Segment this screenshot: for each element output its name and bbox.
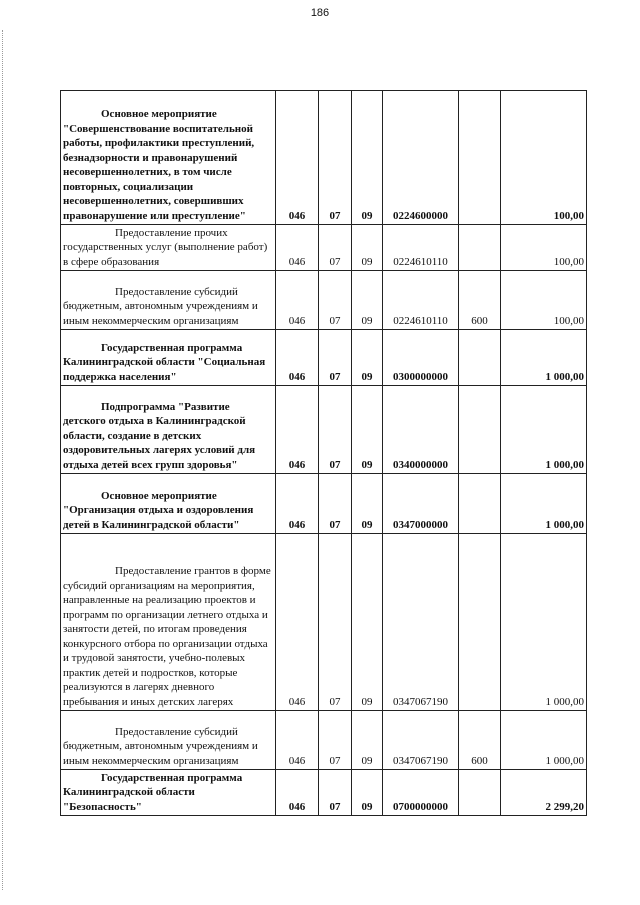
expense-type <box>459 770 501 816</box>
row-name: Государственная программа Калининградской области "Безопасность" <box>61 770 276 816</box>
ministry-code: 046 <box>276 330 319 386</box>
row-name: Государственная программа Калининградской области "Социальная поддержка населения" <box>61 330 276 386</box>
expense-type <box>459 91 501 225</box>
table-row <box>61 711 587 770</box>
subsection-code: 09 <box>352 474 383 534</box>
section-code: 07 <box>319 770 352 816</box>
table-row <box>61 91 587 225</box>
table-row <box>61 770 587 816</box>
subsection-code: 09 <box>352 330 383 386</box>
amount: 2 299,20 <box>501 770 587 816</box>
section-code: 07 <box>319 386 352 474</box>
section-code: 07 <box>319 271 352 330</box>
target-article: 0700000000 <box>383 770 459 816</box>
amount: 100,00 <box>501 271 587 330</box>
scan-margin-dots <box>2 30 5 890</box>
target-article: 0224610110 <box>383 225 459 271</box>
ministry-code: 046 <box>276 770 319 816</box>
target-article: 0224600000 <box>383 91 459 225</box>
table-row <box>61 271 587 330</box>
subsection-code: 09 <box>352 386 383 474</box>
ministry-code: 046 <box>276 91 319 225</box>
section-code: 07 <box>319 330 352 386</box>
target-article: 0347067190 <box>383 534 459 711</box>
ministry-code: 046 <box>276 386 319 474</box>
table-row <box>61 225 587 271</box>
amount: 1 000,00 <box>501 386 587 474</box>
row-name: Предоставление субсидий бюджетным, автономным учреждениям и иным некоммерческим организациям <box>61 271 276 330</box>
amount: 100,00 <box>501 225 587 271</box>
expense-type: 600 <box>459 711 501 770</box>
target-article: 0300000000 <box>383 330 459 386</box>
budget-table <box>60 90 587 816</box>
section-code: 07 <box>319 91 352 225</box>
table-row <box>61 386 587 474</box>
ministry-code: 046 <box>276 534 319 711</box>
section-code: 07 <box>319 711 352 770</box>
ministry-code: 046 <box>276 271 319 330</box>
row-name: Основное мероприятие "Совершенствование воспитательной работы, профилактики преступлений, безнадзорности и правонарушений несовершеннолетних, в том числе повторных, социализации несовершеннолетних, совершивших правонарушение или преступление" <box>61 91 276 225</box>
expense-type: 600 <box>459 271 501 330</box>
expense-type <box>459 474 501 534</box>
subsection-code: 09 <box>352 711 383 770</box>
target-article: 0224610110 <box>383 271 459 330</box>
section-code: 07 <box>319 474 352 534</box>
subsection-code: 09 <box>352 271 383 330</box>
section-code: 07 <box>319 225 352 271</box>
subsection-code: 09 <box>352 770 383 816</box>
target-article: 0347000000 <box>383 474 459 534</box>
ministry-code: 046 <box>276 225 319 271</box>
expense-type <box>459 534 501 711</box>
target-article: 0347067190 <box>383 711 459 770</box>
table-row <box>61 330 587 386</box>
subsection-code: 09 <box>352 91 383 225</box>
ministry-code: 046 <box>276 474 319 534</box>
subsection-code: 09 <box>352 534 383 711</box>
section-code: 07 <box>319 534 352 711</box>
amount: 1 000,00 <box>501 711 587 770</box>
expense-type <box>459 386 501 474</box>
row-name: Предоставление грантов в форме субсидий организациям на мероприятия, направленные на реализацию проектов и программ по организации летнего отдыха и занятости детей, по итогам проведения конкурсного отбора по организации отдыха и трудовой занятости, учебно-полевых практик детей и подростков, которые реализуются в лагерях дневного пребывания и иных детских лагерях <box>61 534 276 711</box>
expense-type <box>459 225 501 271</box>
table-row <box>61 534 587 711</box>
row-name: Предоставление субсидий бюджетным, автономным учреждениям и иным некоммерческим организациям <box>61 711 276 770</box>
amount: 1 000,00 <box>501 474 587 534</box>
subsection-code: 09 <box>352 225 383 271</box>
expense-type <box>459 330 501 386</box>
amount: 1 000,00 <box>501 330 587 386</box>
row-name: Подпрограмма "Развитие детского отдыха в Калининградской области, создание в детских оздоровительных лагерях условий для отдыха детей всех групп здоровья" <box>61 386 276 474</box>
row-name: Предоставление прочих государственных услуг (выполнение работ) в сфере образования <box>61 225 276 271</box>
ministry-code: 046 <box>276 711 319 770</box>
page-number: 186 <box>310 7 330 19</box>
amount: 100,00 <box>501 91 587 225</box>
target-article: 0340000000 <box>383 386 459 474</box>
amount: 1 000,00 <box>501 534 587 711</box>
row-name: Основное мероприятие "Организация отдыха и оздоровления детей в Калининградской области" <box>61 474 276 534</box>
table-row <box>61 474 587 534</box>
